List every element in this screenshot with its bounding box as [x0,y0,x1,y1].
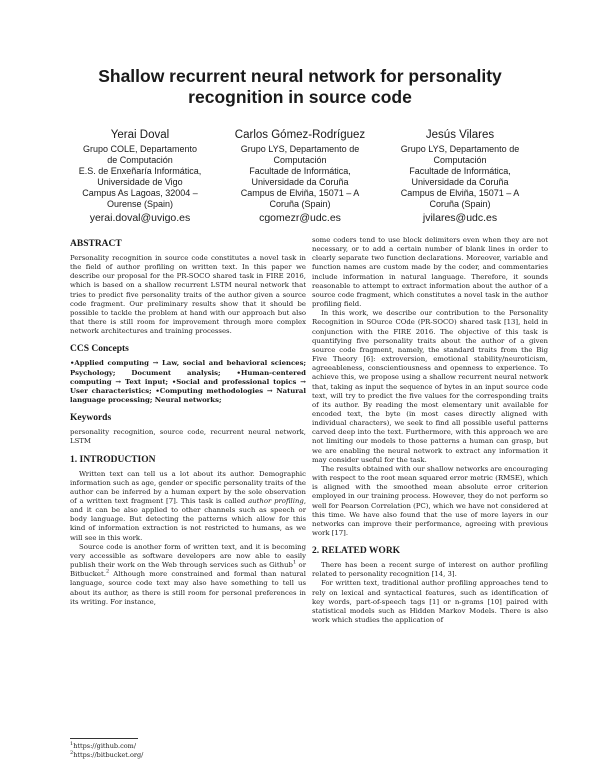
footnotes [70,738,306,760]
intro-text: Although more constrained and formal than natural language, source code text may also have something to tell us about its author, as there is still room for personal preferences in its writing. For instance, [70,570,306,606]
footnote-ref-1[interactable]: 1 [292,559,297,566]
related-paragraph-1: There has been a recent surge of interest on author profiling related to personality recognition [14, 3]. [312,561,548,579]
author-affiliation: Computación [433,155,487,165]
keywords-heading: Keywords [70,413,112,424]
ccs-text [70,359,306,405]
author-email: yerai.doval@uvigo.es [89,212,191,224]
footnote-ref-2[interactable]: 2 [105,568,110,575]
author-1 [60,128,220,225]
author-block [60,128,540,225]
author-name: Carlos Gómez-Rodríguez [234,129,366,141]
related-work-heading: 2. RELATED WORK [312,546,401,557]
author-affiliation: Facultade de Informática, [249,166,351,176]
author-affiliation: Facultade de Informática, [409,166,511,176]
intro-paragraph-2 [70,543,306,607]
author-affiliation: Grupo LYS, Departamento de [240,144,360,154]
author-email: jvilares@udc.es [422,212,498,224]
author-affiliation: Campus As Lagoas, 32004 – [82,188,198,198]
intro-paragraph-1 [70,470,306,543]
author-affiliation: Coruña (Spain) [269,199,331,209]
title-line-2: recognition in source code [188,87,412,107]
footnote-url[interactable]: https://bitbucket.org/ [73,751,144,759]
author-name: Yerai Doval [110,129,170,141]
ccs-concepts: •Applied computing → Law, social and behavioral sciences; Psychology; Document analysis; •Human-centered computing → Text input; •Social and professional topics → User characteristics; •Computing methodologies → Natural language processing; Neural networks; [70,359,306,405]
footnote-url[interactable]: https://github.com/ [73,742,137,750]
author-affiliation: Grupo LYS, Departamento de [400,144,520,154]
author-affiliation: Coruña (Spain) [429,199,491,209]
intro-heading: 1. INTRODUCTION [70,454,156,465]
right-paragraph-1: some coders tend to use block delimiters even when they are not necessary, or to add a certain number of blank lines in order to clearly separate two function declarations. Moreover, variable and function names are custom made by the coder, and commentaries include information in natural language. Therefore, it sounds reasonable to attempt to extract information about the author of a source code fragment, which constitutes a novel task in the author profiling field. [312,236,548,309]
author-affiliation: Ourense (Spain) [106,199,174,209]
author-affiliation: E.S. de Enxeñaría Informática, [78,166,202,176]
footnote-2 [70,751,306,760]
intro-text: Source code is another form of written text, and it is becoming very accessible as software developers are now able to easily publish their work on the Web through services such as Github [70,542,306,570]
author-affiliation: Campus de Elviña, 15071 – A [240,188,360,198]
right-paragraph-3: The results obtained with our shallow networks are encouraging with respect to the root mean squared error metric (RMSE), which is aligned with the smoothed mean absolute error criterion employed in our training process. However, they do not perform so well for Pearson Correlation (PC), which we have not considered at this time. We have also found that the use of more layers in our networks can improve their performance, agreeing with previous work [17]. [312,464,548,537]
author-affiliation: Campus de Elviña, 15071 – A [400,188,520,198]
intro-text: , and it can be also applied to other channels such as speech or body language. But detecting the patterns which allow for this kind of information extraction is not restricted to humans, as we will see in this work. [70,496,307,542]
intro-text: Written text can tell us a lot about its author. Demographic information such as age, gender or specific personality traits of the author can be inferred by a human expert by the sole observation of a written text fragment [7]. This task is called [70,469,306,505]
author-affiliation: Universidade da Coruña [411,177,509,187]
right-column [312,236,548,625]
author-3 [380,128,540,225]
footnote-mark: 2 [70,749,74,756]
abstract-text: Personality recognition in source code constitutes a novel task in the field of author profiling on written text. In this paper we describe our proposal for the PR-SOCO shared task in FIRE 2016, which is based on a shallow recurrent LSTM neural network that tries to predict five personality traits of the author given a source code fragment. Our preliminary results show that it should be possible to tackle the problem at hand with our approach but also that there is still room for improvement through more complex network architectures and training processes. [70,254,306,336]
left-column [70,234,306,607]
author-affiliation: Computación [273,155,327,165]
keywords-text: personality recognition, source code, recurrent neural network, LSTM [70,428,306,446]
author-email: cgomezr@udc.es [259,212,341,224]
footnote-1 [70,742,306,751]
author-name: Jesús Vilares [425,129,495,141]
paper-title [60,66,540,108]
footnote-mark: 1 [70,740,74,747]
footnote-rule [70,738,138,739]
abstract-heading: ABSTRACT [70,239,122,249]
author-affiliation: Grupo COLE, Departamento [82,144,198,154]
title-line-1: Shallow recurrent neural network for personality [98,66,502,86]
ccs-heading: CCS Concepts [70,344,129,355]
intro-text: or Bitbucket. [70,561,306,579]
author-2 [220,128,380,225]
right-paragraph-2: In this work, we describe our contribution to the Personality Recognition in SOurce COde (PR-SOCO) shared task [13], held in conjunction with the FIRE 2016. The objective of this task is quantifying five personality traits about the author of a given source code fragment, namely, the standard traits from the Big Five Theory [6]: extroversion, emotional stability/neuroticism, agreeableness, conscientiousness and openness to experience. To achieve this, we propose using a shallow recurrent neural network that, taking as input the sequence of bytes in an input source code text, will try to predict the five values for the corresponding traits of its author. By reading the most elementary unit available for encoded text, the byte (in most cases directly aligned with individual characters), we seek to find all possible useful patterns carved deep into the text. Furthermore, with this approach we are not limiting our models to those patterns a human can grasp, but we are enabling the neural network to extract any information it may consider useful for the task. [312,309,548,464]
related-paragraph-2: For written text, traditional author profiling approaches tend to rely on lexical and syntactical features, such as identification of key words, part-of-speech tags [1] or n-grams [10] paired with statistical models such as Hidden Markov Models. There is also work which studies the application of [312,579,548,625]
author-affiliation: Universidade da Coruña [251,177,349,187]
intro-emphasis: author profiling [248,496,304,505]
author-affiliation: Universidade de Vigo [97,177,183,187]
author-affiliation: de Computación [107,155,173,165]
